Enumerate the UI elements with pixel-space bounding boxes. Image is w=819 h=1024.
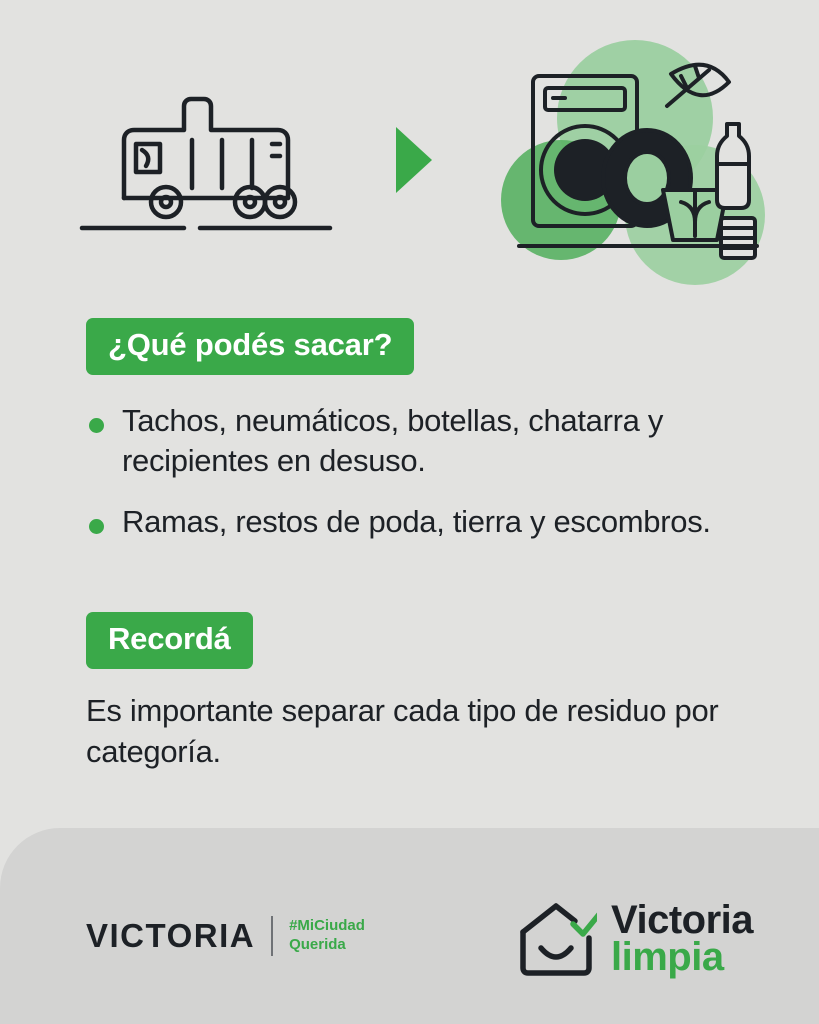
- footer: [0, 828, 819, 1024]
- brand-bottom-line: limpia: [611, 935, 724, 979]
- list-item: [86, 401, 726, 482]
- victoria-limpia-logo: [515, 898, 753, 980]
- municipality-name: VICTORIA: [86, 917, 256, 954]
- bullet-dot-icon: [89, 418, 104, 433]
- list-item-label: Ramas, restos de poda, tierra y escombros.: [122, 503, 711, 539]
- bulky-waste-icon: [495, 40, 765, 290]
- bullet-dot-icon: [89, 519, 104, 534]
- garbage-truck-icon: [72, 78, 342, 248]
- question-tag: ¿Qué podés sacar?: [86, 318, 414, 375]
- brand-wordmark: [611, 898, 753, 979]
- list-item: [86, 502, 726, 542]
- hashtag-slogan: [289, 917, 365, 955]
- remember-tag: Recordá: [86, 612, 253, 669]
- list-item-label: Tachos, neumáticos, botellas, chatarra y recipientes en desuso.: [122, 403, 664, 479]
- hashtag-line-1: #MiCiudad: [289, 917, 365, 935]
- municipality-logo: [86, 916, 365, 956]
- hashtag-line-2: Querida: [289, 936, 346, 953]
- hero-illustration: [0, 0, 819, 300]
- house-check-icon: [515, 898, 597, 980]
- right-arrow-icon: [390, 125, 436, 195]
- remember-text: Es importante separar cada tipo de residuo por categoría.: [86, 692, 719, 769]
- waste-list: [86, 401, 726, 542]
- logo-divider: [271, 916, 273, 956]
- brand-top-line: Victoria: [611, 898, 753, 943]
